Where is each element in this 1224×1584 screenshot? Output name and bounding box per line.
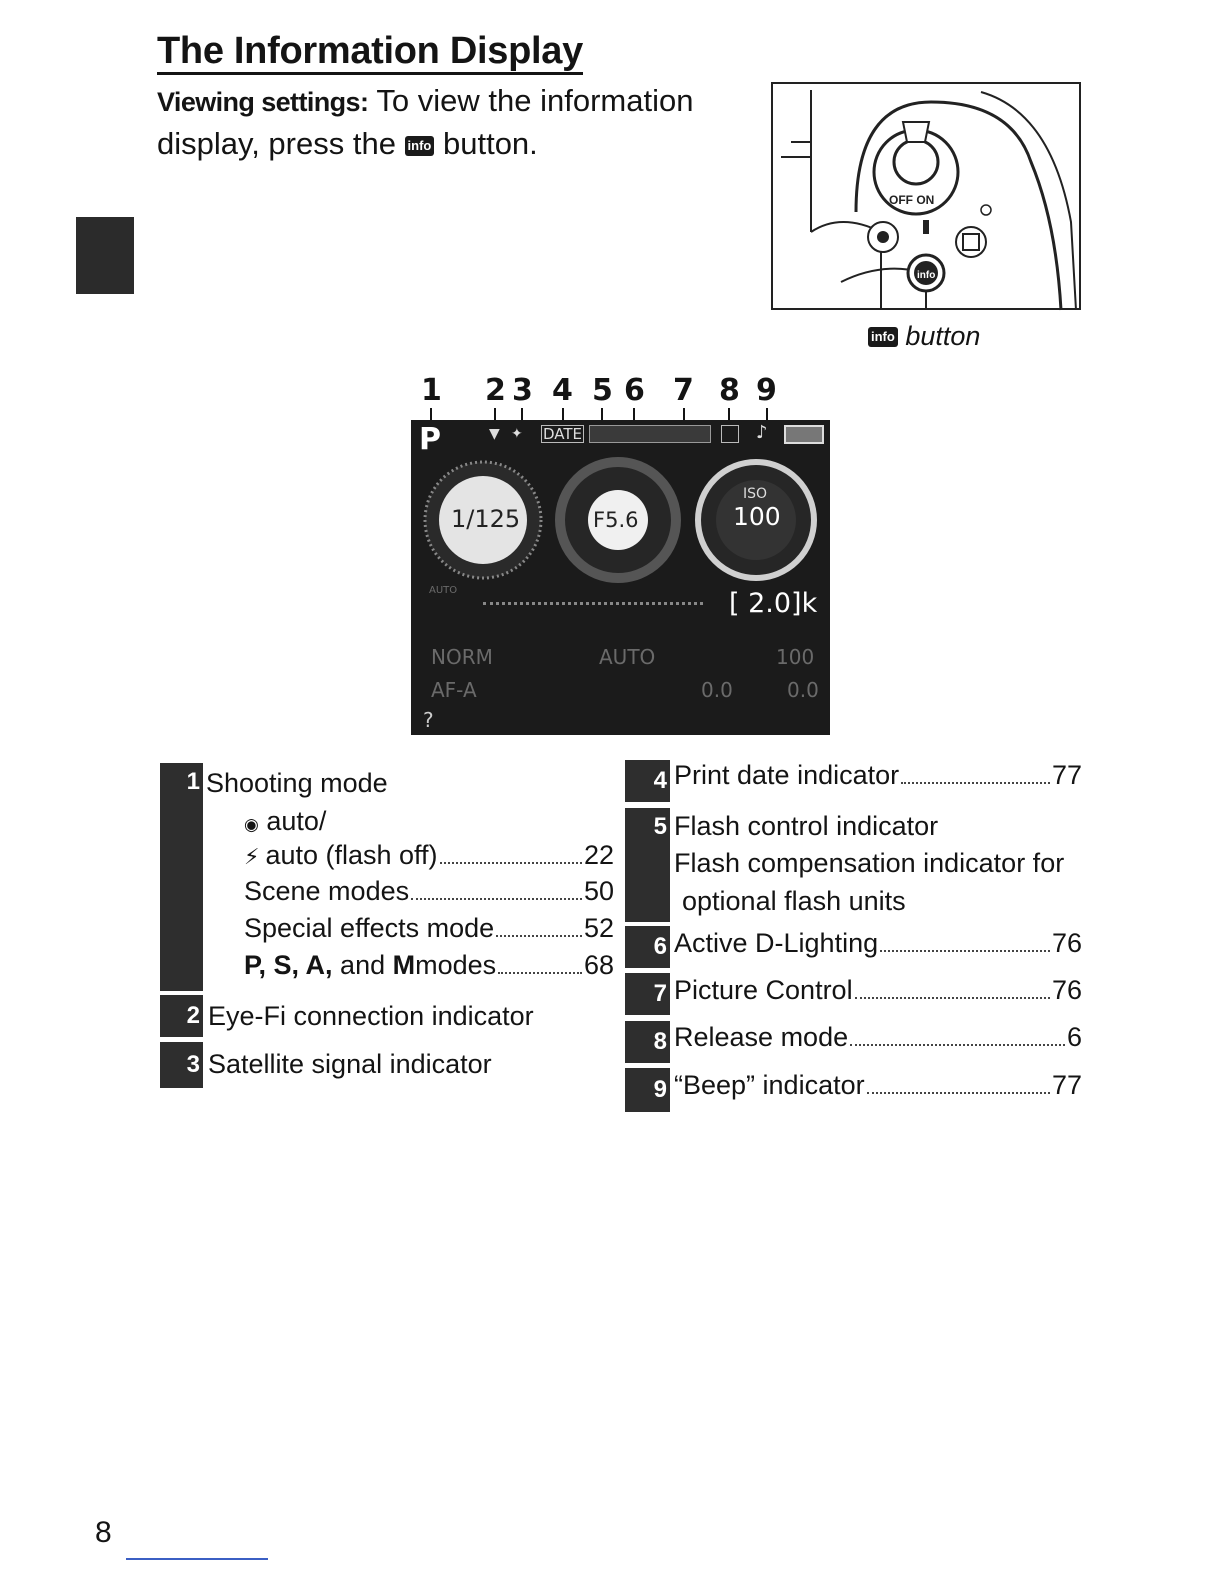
legend-psam-bold2: M (392, 950, 416, 980)
legend-shooting-mode: Shooting mode (206, 768, 388, 798)
legend-flash-control: Flash control indicator (674, 811, 939, 841)
page-ref: 76 (1051, 975, 1082, 1005)
dot-leader (855, 996, 1050, 999)
beep-icon: ♪ (756, 422, 768, 443)
info-button-icon: info (868, 327, 898, 347)
legend-number-1: 1 (160, 763, 203, 991)
legend-number-5: 5 (625, 808, 670, 922)
lcd-iso-label: ISO (743, 486, 768, 502)
callout-1: 1 (421, 373, 442, 408)
legend-flash-comp: Flash compensation indicator for (674, 848, 1065, 878)
intro-paragraph (157, 80, 747, 165)
legend-picture-control (674, 975, 1082, 1006)
lcd-shutter: 1/125 (451, 505, 521, 533)
callout-7: 7 (673, 373, 694, 408)
dot-leader (496, 934, 582, 937)
dot-leader (411, 897, 582, 900)
dot-leader (880, 949, 1050, 952)
legend-scene-modes (244, 876, 614, 907)
lcd-exposure-comp: 0.0 (701, 678, 733, 702)
page-ref: 52 (583, 913, 614, 943)
legend-psam-bold: P, S, A, (244, 950, 333, 980)
lcd-iso-setting: 100 (776, 645, 815, 669)
legend-print-date (674, 760, 1082, 791)
page-number: 8 (95, 1516, 112, 1549)
camera-illustration (771, 82, 1081, 312)
legend-number-6: 6 (625, 926, 670, 968)
page-ref: 6 (1066, 1022, 1082, 1052)
legend-auto (244, 802, 326, 844)
legend-psam-end: modes (415, 950, 497, 980)
page-ref: 77 (1051, 760, 1082, 790)
legend-eye-fi: Eye-Fi connection indicator (208, 1001, 534, 1031)
legend-auto-flash-off-label: auto (flash off) (265, 840, 438, 870)
legend-number-8: 8 (625, 1021, 670, 1063)
legend-number-9: 9 (625, 1068, 670, 1112)
info-button-icon: info (405, 136, 435, 156)
legend-psam-modes (244, 950, 614, 981)
flash-dlighting-picture-control-icons (589, 425, 711, 443)
lcd-auto-label: AUTO (429, 585, 458, 596)
intro-lead: Viewing settings: (157, 87, 369, 117)
callout-2: 2 (485, 373, 506, 408)
legend-scene-modes-label: Scene modes (244, 876, 410, 906)
legend-number-7: 7 (625, 973, 670, 1015)
legend-release-mode-label: Release mode (674, 1022, 849, 1052)
callout-8: 8 (719, 373, 740, 408)
callout-4: 4 (552, 373, 573, 408)
page-ref: 68 (583, 950, 614, 980)
legend-print-date-label: Print date indicator (674, 760, 900, 790)
legend-picture-control-label: Picture Control (674, 975, 853, 1005)
legend-active-d-lighting-label: Active D-Lighting (674, 928, 879, 958)
lcd-focus-mode: AF-A (431, 678, 477, 702)
legend-beep (674, 1070, 1082, 1101)
lcd-help-icon: ? (423, 708, 434, 732)
legend-active-d-lighting (674, 928, 1082, 959)
callout-9: 9 (756, 373, 777, 408)
legend-special-effects-label: Special effects mode (244, 913, 495, 943)
legend-number-3: 3 (160, 1042, 203, 1088)
legend-number-4: 4 (625, 760, 670, 802)
flash-off-icon: ⚡ (244, 844, 260, 869)
information-display-screen (411, 420, 830, 735)
legend-beep-label: “Beep” indicator (674, 1070, 865, 1100)
camera-info-label: info (917, 270, 936, 281)
lcd-iso-value: 100 (733, 502, 781, 531)
lcd-mode: P (419, 422, 441, 457)
page-ref: 50 (583, 876, 614, 906)
eye-fi-icon: ▼ (489, 426, 500, 442)
battery-icon (784, 425, 824, 444)
page-ref: 76 (1051, 928, 1082, 958)
lcd-image-quality: NORM (431, 645, 493, 669)
camera-off-on-label: OFF ON (889, 193, 935, 207)
page-title: The Information Display (157, 30, 583, 75)
camera-top-drawing (771, 82, 1081, 312)
legend-psam-mid: and (332, 950, 393, 980)
dot-leader (850, 1043, 1065, 1046)
auto-mode-icon: ◉ (244, 815, 259, 834)
legend-number-2: 2 (160, 995, 203, 1037)
dot-leader (901, 781, 1050, 784)
legend-special-effects (244, 913, 614, 944)
button-caption-text: button (905, 321, 981, 351)
button-caption (868, 321, 980, 352)
lcd-flash-comp: 0.0 (787, 678, 819, 702)
dot-leader (498, 971, 582, 974)
legend-satellite: Satellite signal indicator (208, 1049, 492, 1079)
callout-5: 5 (592, 373, 613, 408)
lcd-white-balance: AUTO (599, 645, 656, 669)
legend-auto-label: auto/ (266, 806, 327, 836)
legend-release-mode (674, 1022, 1082, 1053)
callout-3: 3 (512, 373, 533, 408)
lcd-aperture: F5.6 (593, 508, 639, 532)
page-ref: 77 (1051, 1070, 1082, 1100)
dot-leader (867, 1091, 1050, 1094)
intro-text-before: To view the information display, press the (157, 83, 694, 161)
lcd-frames-remaining: [ 2.0]k (729, 588, 818, 619)
release-mode-icon (721, 425, 739, 443)
exposure-indicator (483, 602, 703, 605)
dot-leader (440, 861, 582, 864)
section-tab (76, 217, 134, 294)
intro-text-after: button. (434, 126, 538, 161)
callout-6: 6 (624, 373, 645, 408)
legend-flash-comp-cont: optional flash units (682, 886, 906, 916)
print-date-indicator: DATE (543, 425, 583, 443)
footer-rule (126, 1558, 268, 1560)
page-ref: 22 (583, 840, 614, 870)
satellite-icon: ✦ (511, 426, 523, 442)
legend-auto-flash-off (244, 840, 614, 871)
